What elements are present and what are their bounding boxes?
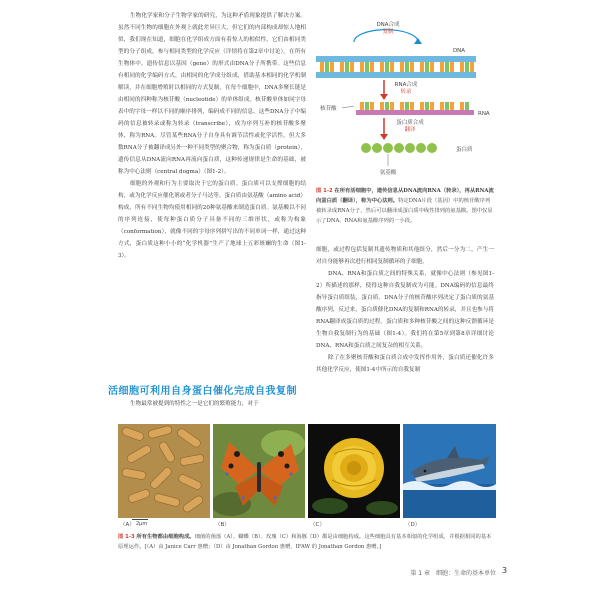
label-amino-acid: 氨基酸 <box>379 170 397 176</box>
bacteria-photo <box>118 424 210 518</box>
section-lead-paragraph: 生物最常被提到的特性之一是它们的繁殖能力，对于 <box>130 401 259 407</box>
label-protein: 蛋白质 <box>456 147 473 153</box>
label-dna-synthesis: DNA合成 <box>376 22 400 28</box>
figure-1-3-bold-text: 所有生物都由细胞构成。 <box>136 534 195 540</box>
photo-label-b: （B） <box>215 522 230 528</box>
scale-label: 2μm <box>136 521 148 527</box>
dna-double-strand <box>316 56 476 78</box>
photo-label-c: （C） <box>310 522 325 528</box>
translation-arrowhead <box>380 134 388 140</box>
paragraph-catalysis: 除了在多聚核苷酸和蛋白质合成中发挥作用外，蛋白质还催化许多其他化学反应，使图1-4中所示的自我复制 <box>316 355 494 373</box>
figure-1-3-label: 图 1-3 <box>118 534 135 540</box>
page-number: 3 <box>502 566 508 575</box>
figure-1-2-caption <box>316 186 494 226</box>
label-rna-synthesis: RNA合成 <box>394 82 418 88</box>
figure-1-2-label: 图 1-2 <box>316 188 333 194</box>
label-dna: DNA <box>452 48 466 54</box>
right-text-column <box>316 244 494 376</box>
rna-strand <box>356 102 474 115</box>
paragraph-feedback-loop: DNA、RNA和蛋白质之间的特殊关系，就像中心法则（参见图1-2）所描述的那样，使得这种自我复制成为可能。DNA编码的信息最终指导蛋白质组装，蛋白质、DNA分子的核苷酸序列决定了蛋白质的氨基酸序列，反过来，蛋白质催化DNA的复制和RNA的转录，并且也参与将RNA翻译成蛋白质的过程。蛋白质和多种核苷酸之间的这种反馈循环是生物自我复制行为的基础（图1-4）。我们将在第5章到第8章详细讨论DNA、RNA和蛋白质之间复杂的相互关系。 <box>316 271 494 349</box>
label-replication: 复制 <box>382 29 394 35</box>
dolphin-photo <box>403 424 496 518</box>
paragraph-proteins: 细胞的外观和行为主要取决于它的蛋白质。蛋白质可以支撑细胞的结构，或为化学反应催化剂或者分子马达等。蛋白质由氨基酸（amino acid）构成，所有不同生物均使用相同的20种氨基酸来制造蛋白质。氨基酸以不同的序列连接，使每种蛋白质分子具备不同的三维形状，或称为构象（conformation），就像不同的字母序列拼写出的不同单词一样，通过这种方式，蛋白质这种小小的“化学机器”生产了地球上五彩斑斓的生命（图1-3）。 <box>118 181 306 259</box>
paragraph-replication-cont: 细胞，或过程包括复制其遗传物质和其他组分，然后一分为二，产生一对自身能够再次进行相同复制循环的子细胞。 <box>316 247 494 265</box>
label-translation: 翻译 <box>404 127 416 133</box>
label-rna: RNA <box>478 111 490 117</box>
central-dogma-diagram <box>306 14 496 186</box>
photo-label-d: （D） <box>405 522 421 528</box>
protein-chain <box>361 143 437 153</box>
label-transcription: 转录 <box>400 89 412 95</box>
butterfly-photo <box>213 424 305 518</box>
label-nucleotide: 核苷酸 <box>320 106 337 112</box>
transcription-arrowhead <box>380 94 388 100</box>
label-protein-synthesis: 蛋白质合成 <box>396 120 424 126</box>
figure-1-2-bold-text: 在所有活细胞中，遗传信息从DNA流向RNA（转录），再从RNA流向蛋白质（翻译），称为中心法则。 <box>316 188 494 204</box>
nucleotide-pointer <box>342 106 354 108</box>
figure-1-3-photos <box>118 424 496 530</box>
figure-1-3-caption <box>118 532 496 552</box>
figure-1-3-text: 细菌的菌落（A）、蝴蝶（B）、玫瑰（C）和海豚（D）都是由细胞构成。这些细胞具有基本相似的化学组成，并根据相同的基本原理运作。[（A）由 Janice Carr 惠赠；（D）由 Jonathan Gordon 惠赠，IFAW 的 Jonathan Gordon 惠赠。] <box>118 534 492 550</box>
left-text-column <box>118 10 306 262</box>
running-footer: 第 1 章 细胞：生命的基本单位 <box>410 570 496 577</box>
rose-photo <box>308 424 400 518</box>
replication-arrowhead <box>414 38 422 44</box>
photo-label-a: （A） <box>120 522 135 528</box>
paragraph-central-dogma: 生物化学家和分子生物学家的研究，为这种矛盾现象提供了解决方案。虽然不同生物的细胞在外观上就此差异巨大，但它们的内部构成却惊人地相似，我们现在知道，细胞在化学组成方面有着惊人的相似性，它们由相同类型的分子组成，参与相同类型的化学反应（详情将在第2章中讨论）。在所有生物体中，遗传信息以基因（gene）的形式由DNA分子所携带。这些信息有相同的化学编码方式，由相同的化学成分组成，借助基本相同的化学机制解读，并在细胞增殖时以相同的方式复制。在每个细胞中，DNA多聚长链是由相同的四种称为核苷酸（nucleotide）的单体组成。核苷酸单体如同字母表中的字母一样以不同的顺序排列，编码成不同的信息。这些DNA分子中编码的信息被转录或称为转录（transcribe），成为序列互补的核苷酸多聚体，称为RNA。尽管某些RNA分子自身具有调节活性或化学活性，但大多数RNA分子被翻译成另外一种不同类型的聚合物，称为蛋白质（protein），遗传信息从DNA流向RNA再流向蛋白质，这种传递规律是生命的基础，被称为中心法则（central dogma）（图1-2）。 <box>118 13 306 175</box>
figure-1-2-text: 特定DNA片段（基因）中的核苷酸序列被转录成RNA分子，然后可以翻译成蛋白质中线性排列的氨基酸。图中仅显示了DNA、RNA和氨基酸序列的一小段。 <box>316 198 493 224</box>
section-heading: 活细胞可利用自身蛋白催化完成自我复制 <box>108 386 297 397</box>
